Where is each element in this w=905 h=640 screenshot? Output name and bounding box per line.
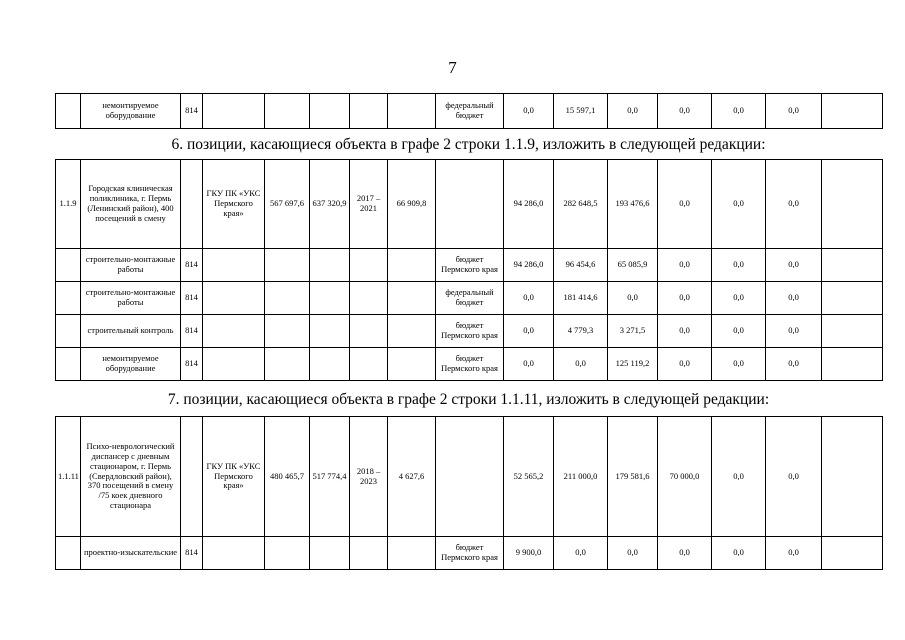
table-row [56, 537, 883, 570]
cell-customer: ГКУ ПК «УКС Пермского края» [203, 160, 265, 249]
table-continuation [55, 93, 883, 129]
cell-period: 2017 – 2021 [350, 160, 388, 249]
cell-object-name: строительно-монтажные работы [81, 249, 181, 282]
cell-year-6: 0,0 [766, 348, 822, 381]
table-row [56, 160, 883, 249]
cell-extra [822, 249, 883, 282]
cell-code: 814 [181, 94, 203, 129]
cell-year-3: 179 581,6 [608, 417, 658, 537]
cell-year-5: 0,0 [712, 160, 766, 249]
cell-year-1: 52 565,2 [504, 417, 554, 537]
cell-row-number [56, 249, 81, 282]
cell-estimated-cost [265, 537, 310, 570]
cell-extra [822, 160, 883, 249]
table-section-6 [55, 159, 883, 381]
table-row [56, 94, 883, 129]
cell-year-6: 0,0 [766, 315, 822, 348]
cell-year-5: 0,0 [712, 537, 766, 570]
cell-year-5: 0,0 [712, 348, 766, 381]
cell-year-3: 0,0 [608, 94, 658, 129]
cell-customer [203, 94, 265, 129]
cell-year-6: 0,0 [766, 537, 822, 570]
cell-object-name: Психо-неврологический диспансер с дневным стационаром, г. Пермь (Свердловский район), 370 посещений в смену /75 коек дневного стационара [81, 417, 181, 537]
cell-year-6: 0,0 [766, 249, 822, 282]
cell-year-5: 0,0 [712, 282, 766, 315]
cell-funding-source [436, 160, 504, 249]
cell-year-1: 0,0 [504, 348, 554, 381]
cell-year-2: 181 414,6 [554, 282, 608, 315]
cell-estimated-cost [265, 94, 310, 129]
cell-year-3: 65 085,9 [608, 249, 658, 282]
table-row [56, 315, 883, 348]
cell-year-4: 0,0 [658, 249, 712, 282]
cell-year-3: 0,0 [608, 282, 658, 315]
cell-code: 814 [181, 315, 203, 348]
cell-paid-before [388, 282, 436, 315]
cell-year-5: 0,0 [712, 417, 766, 537]
cell-estimated-cost: 480 465,7 [265, 417, 310, 537]
cell-cost-current [310, 94, 350, 129]
cell-year-1: 0,0 [504, 282, 554, 315]
cell-customer [203, 249, 265, 282]
cell-row-number: 1.1.11 [56, 417, 81, 537]
cell-object-name: Городская клиническая поликлиника, г. Пермь (Ленинский район), 400 посещений в смену [81, 160, 181, 249]
cell-year-2: 96 454,6 [554, 249, 608, 282]
cell-object-name: немонтируемое оборудование [81, 94, 181, 129]
cell-row-number [56, 282, 81, 315]
cell-funding-source: бюджет Пермского края [436, 249, 504, 282]
cell-year-4: 0,0 [658, 348, 712, 381]
cell-year-3: 125 119,2 [608, 348, 658, 381]
cell-row-number: 1.1.9 [56, 160, 81, 249]
cell-row-number [56, 94, 81, 129]
table-section-7 [55, 416, 883, 570]
cell-year-2: 0,0 [554, 348, 608, 381]
cell-year-6: 0,0 [766, 282, 822, 315]
cell-estimated-cost [265, 348, 310, 381]
cell-paid-before [388, 249, 436, 282]
cell-customer [203, 348, 265, 381]
cell-period [350, 537, 388, 570]
cell-customer [203, 537, 265, 570]
cell-period [350, 315, 388, 348]
cell-year-1: 0,0 [504, 94, 554, 129]
cell-period [350, 348, 388, 381]
cell-estimated-cost [265, 249, 310, 282]
cell-year-2: 211 000,0 [554, 417, 608, 537]
cell-year-3: 3 271,5 [608, 315, 658, 348]
cell-year-6: 0,0 [766, 417, 822, 537]
cell-funding-source [436, 417, 504, 537]
cell-code [181, 417, 203, 537]
cell-year-1: 94 286,0 [504, 249, 554, 282]
cell-object-name: немонтируемое оборудование [81, 348, 181, 381]
cell-funding-source: федеральный бюджет [436, 282, 504, 315]
cell-extra [822, 282, 883, 315]
cell-cost-current [310, 282, 350, 315]
cell-code: 814 [181, 348, 203, 381]
section-7-heading: 7. позиции, касающиеся объекта в графе 2 строки 1.1.11, изложить в следующей редакции: [167, 391, 770, 408]
cell-cost-current [310, 249, 350, 282]
cell-year-5: 0,0 [712, 94, 766, 129]
cell-object-name: строительно-монтажные работы [81, 282, 181, 315]
cell-extra [822, 315, 883, 348]
table-row [56, 249, 883, 282]
cell-period: 2018 – 2023 [350, 417, 388, 537]
cell-paid-before [388, 348, 436, 381]
cell-period [350, 249, 388, 282]
cell-row-number [56, 348, 81, 381]
cell-extra [822, 94, 883, 129]
cell-year-4: 0,0 [658, 160, 712, 249]
cell-year-4: 0,0 [658, 282, 712, 315]
cell-object-name: проектно-изыскательские [81, 537, 181, 570]
cell-extra [822, 417, 883, 537]
page-number: 7 [448, 58, 457, 77]
cell-period [350, 282, 388, 315]
cell-cost-current [310, 315, 350, 348]
cell-extra [822, 348, 883, 381]
cell-estimated-cost: 567 697,6 [265, 160, 310, 249]
cell-year-2: 4 779,3 [554, 315, 608, 348]
cell-period [350, 94, 388, 129]
cell-paid-before [388, 315, 436, 348]
cell-year-3: 193 476,6 [608, 160, 658, 249]
cell-year-5: 0,0 [712, 249, 766, 282]
cell-extra [822, 537, 883, 570]
cell-cost-current: 637 320,9 [310, 160, 350, 249]
cell-year-2: 0,0 [554, 537, 608, 570]
cell-code: 814 [181, 282, 203, 315]
cell-estimated-cost [265, 315, 310, 348]
table-row [56, 417, 883, 537]
cell-year-1: 0,0 [504, 315, 554, 348]
cell-customer: ГКУ ПК «УКС Пермского края» [203, 417, 265, 537]
cell-year-1: 9 900,0 [504, 537, 554, 570]
cell-year-4: 0,0 [658, 315, 712, 348]
cell-row-number [56, 315, 81, 348]
cell-paid-before [388, 94, 436, 129]
cell-year-6: 0,0 [766, 160, 822, 249]
cell-object-name: строительный контроль [81, 315, 181, 348]
cell-year-2: 282 648,5 [554, 160, 608, 249]
cell-year-5: 0,0 [712, 315, 766, 348]
cell-funding-source: бюджет Пермского края [436, 315, 504, 348]
cell-row-number [56, 537, 81, 570]
cell-code [181, 160, 203, 249]
cell-year-4: 0,0 [658, 94, 712, 129]
cell-cost-current [310, 537, 350, 570]
cell-customer [203, 282, 265, 315]
cell-year-4: 0,0 [658, 537, 712, 570]
cell-year-4: 70 000,0 [658, 417, 712, 537]
cell-code: 814 [181, 537, 203, 570]
cell-funding-source: бюджет Пермского края [436, 348, 504, 381]
cell-cost-current [310, 348, 350, 381]
cell-year-3: 0,0 [608, 537, 658, 570]
table-row [56, 282, 883, 315]
cell-paid-before [388, 537, 436, 570]
cell-customer [203, 315, 265, 348]
section-6-heading: 6. позиции, касающиеся объекта в графе 2 строки 1.1.9, изложить в следующей редакции: [171, 136, 766, 153]
cell-estimated-cost [265, 282, 310, 315]
cell-paid-before: 4 627,6 [388, 417, 436, 537]
cell-cost-current: 517 774,4 [310, 417, 350, 537]
cell-paid-before: 66 909,8 [388, 160, 436, 249]
cell-year-6: 0,0 [766, 94, 822, 129]
cell-year-1: 94 286,0 [504, 160, 554, 249]
cell-funding-source: бюджет Пермского края [436, 537, 504, 570]
cell-funding-source: федеральный бюджет [436, 94, 504, 129]
cell-code: 814 [181, 249, 203, 282]
table-row [56, 348, 883, 381]
cell-year-2: 15 597,1 [554, 94, 608, 129]
